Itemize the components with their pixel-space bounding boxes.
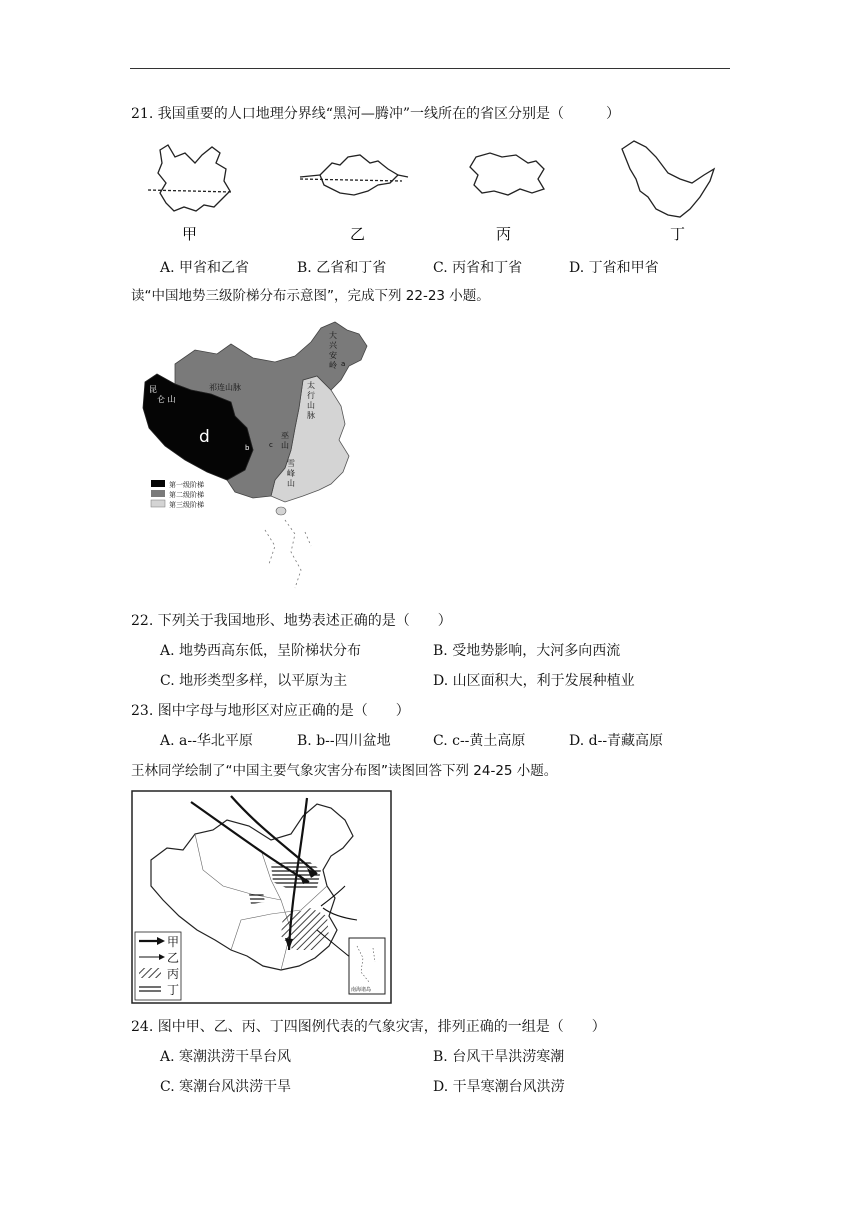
q22-option-a: A. 地势西高东低，呈阶梯状分布	[160, 643, 362, 659]
label-xuefeng-2: 峰	[287, 469, 295, 478]
label-taihang-1: 太	[307, 381, 315, 390]
legend-bing-label: 丙	[167, 967, 180, 981]
legend-ding-swatch	[139, 984, 161, 994]
province-ding-outline	[622, 141, 714, 217]
south-sea-inset	[349, 938, 385, 994]
label-xuefeng-1: 雪	[287, 459, 295, 468]
legend-tier1-label: 第一级阶梯	[169, 481, 204, 489]
label-wushan-2: 山	[281, 441, 289, 450]
q24-option-d: D. 干旱寒潮台风洪涝	[433, 1079, 565, 1095]
q21-option-c: C. 丙省和丁省	[433, 260, 523, 276]
south-sea-islands	[265, 520, 311, 588]
label-taihang-3: 山	[307, 401, 315, 410]
legend-tier3-label: 第三级阶梯	[169, 501, 204, 509]
caption-bing: 丙	[496, 225, 512, 243]
q22-option-b: B. 受地势影响，大河多向西流	[433, 643, 621, 659]
legend-bing-swatch	[139, 968, 161, 978]
terrain-tiers-map	[135, 320, 385, 595]
q21-stem: 21. 我国重要的人口地理分界线“黑河—腾冲”一线所在的省区分别是（ ）	[131, 106, 621, 122]
intro-24-25: 王林同学绘制了“中国主要气象灾害分布图”读图回答下列 24-25 小题。	[131, 763, 558, 779]
legend-ding-label: 丁	[167, 983, 180, 997]
q23-option-d: D. d--青藏高原	[569, 733, 664, 749]
label-wushan-1: 巫	[281, 431, 289, 440]
label-kunlun-1: 昆	[149, 385, 157, 394]
legend-tier2-swatch	[151, 490, 165, 497]
label-dxal-1: 大	[329, 331, 337, 340]
legend-tier3-swatch	[151, 500, 165, 507]
province-outlines-figure	[140, 135, 730, 250]
label-taihang-4: 脉	[307, 411, 315, 420]
legend-yi-label: 乙	[167, 951, 180, 965]
caption-jia: 甲	[182, 225, 198, 243]
label-kunlun-2: 仑 山	[157, 395, 176, 404]
caption-ding: 丁	[670, 225, 686, 243]
label-c: c	[269, 441, 273, 449]
q21-option-d: D. 丁省和甲省	[569, 260, 659, 276]
label-d: d	[199, 427, 210, 447]
q23-option-c: C. c--黄土高原	[433, 733, 526, 749]
q22-stem: 22. 下列关于我国地形、地势表述正确的是（ ）	[131, 613, 452, 629]
area-ding-sw	[249, 892, 265, 904]
legend-tier2-label: 第二级阶梯	[169, 491, 204, 499]
label-dxal-2: 兴	[329, 341, 337, 350]
q24-option-c: C. 寒潮台风洪涝干旱	[160, 1079, 292, 1095]
legend-jia-label: 甲	[167, 935, 180, 949]
q23-option-b: B. b--四川盆地	[297, 733, 391, 749]
province-yi-outline	[300, 155, 408, 195]
q22-option-c: C. 地形类型多样，以平原为主	[160, 673, 348, 689]
label-xuefeng-3: 山	[287, 479, 295, 488]
province-bing-outline	[470, 153, 544, 195]
label-b: b	[245, 444, 250, 452]
caption-yi: 乙	[350, 225, 366, 243]
inset-label: 南海诸岛	[351, 987, 372, 993]
q24-option-a: A. 寒潮洪涝干旱台风	[160, 1049, 292, 1065]
q23-stem: 23. 图中字母与地形区对应正确的是（ ）	[131, 703, 410, 719]
q24-option-b: B. 台风干旱洪涝寒潮	[433, 1049, 565, 1065]
q22-option-d: D. 山区面积大，利于发展种植业	[433, 673, 635, 689]
q23-option-a: A. a--华北平原	[160, 733, 253, 749]
province-jia-outline	[148, 145, 232, 211]
q21-option-b: B. 乙省和丁省	[297, 260, 387, 276]
q24-stem: 24. 图中甲、乙、丙、丁四图例代表的气象灾害，排列正确的一组是（ ）	[131, 1019, 606, 1035]
label-dxal-4: 岭	[329, 361, 337, 370]
label-a: a	[341, 360, 346, 368]
hainan-island	[276, 507, 286, 515]
intro-22-23: 读“中国地势三级阶梯分布示意图”，完成下列 22-23 小题。	[131, 288, 490, 304]
label-taihang-2: 行	[307, 391, 315, 400]
q21-option-a: A. 甲省和乙省	[160, 260, 250, 276]
legend-tier1-swatch	[151, 480, 165, 487]
weather-disaster-map	[131, 790, 392, 1004]
label-dxal-3: 安	[329, 351, 337, 360]
label-qilian: 祁连山脉	[209, 383, 241, 392]
header-rule	[130, 68, 730, 69]
